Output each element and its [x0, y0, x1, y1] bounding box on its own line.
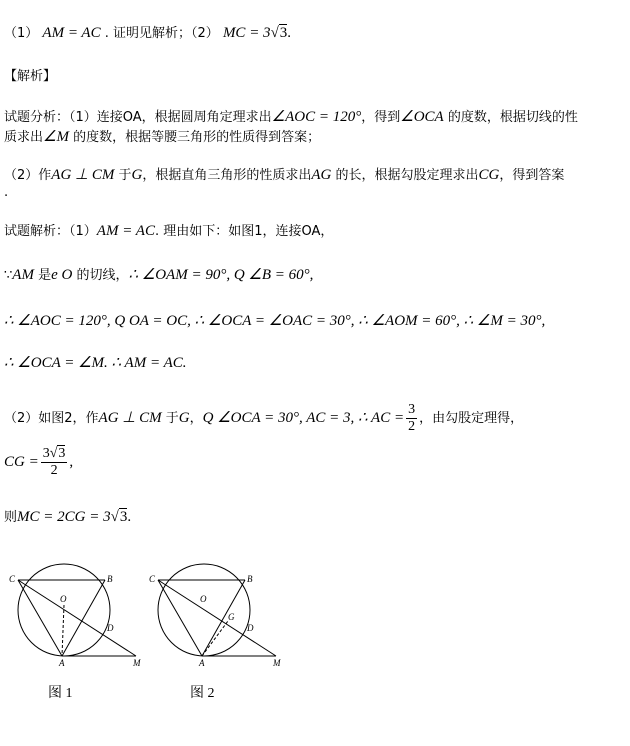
analysis-l3-c: ，根据直角三角形的性质求出 [142, 168, 312, 183]
solution-l5-fraction [406, 402, 417, 435]
solution-l1-math: AM = AC [96, 223, 155, 239]
solution-line-1 [4, 222, 333, 241]
solution-l5-b: 于 [161, 411, 179, 426]
fig2-label-c: C [149, 574, 156, 584]
solution-l7-a: 则 [4, 510, 18, 525]
solution-l5-d: ，由勾股定理得， [419, 411, 524, 426]
fig1-label-m: M [133, 658, 141, 668]
solution-l2-math2: e O [51, 267, 73, 283]
fig1-label-a: A [59, 658, 65, 668]
analysis-line-4: . [4, 185, 9, 200]
fig2-segment-cm [158, 580, 276, 656]
solution-l7-tail: . [127, 509, 132, 525]
solution-line-4 [4, 354, 186, 373]
analysis-line-2 [4, 128, 320, 147]
answer-mc-radicand: 3 [279, 25, 288, 41]
solution-line-5 [4, 402, 523, 435]
answer-part1-label: （1） [4, 26, 39, 41]
solution-l2-a: ∵ [4, 268, 13, 283]
fig2-label-b: B [247, 574, 253, 584]
figure-2 [144, 560, 284, 670]
solution-l7-radicand: 3 [119, 509, 128, 525]
solution-l7-math: MC = 2CG = 3 [17, 509, 111, 525]
answer-line: （1） AM = AC . 证明见解析；（2） MC = 3√3. [4, 25, 292, 41]
fig2-label-a: A [199, 658, 205, 668]
answer-mc-tail: . [287, 25, 292, 41]
fig2-label-m: M [273, 658, 281, 668]
analysis-l1-b: ，得到 [361, 110, 401, 125]
solution-l2-c: 的切线， [72, 268, 129, 283]
answer-prove-note: . 证明见解析；（2） [104, 26, 219, 41]
analysis-l1-math: ∠AOC = 120° [271, 109, 362, 125]
solution-l2-math3: ∴ ∠OAM = 90°, Q ∠B = 60°, [128, 267, 314, 283]
fig2-segment-ag [202, 621, 228, 656]
analysis-l3-e: ，得到答案 [499, 168, 565, 183]
solution-l5-a: （2）如图2，作 [4, 411, 99, 426]
solution-line-6 [4, 446, 73, 479]
solution-line-7: 则MC = 2CG = 3√3. [4, 509, 132, 525]
analysis-l3-math3: AG [311, 167, 332, 183]
solution-l4-math: ∴ ∠OCA = ∠M. ∴ AM = AC. [4, 355, 187, 371]
solution-l3-math: ∴ ∠AOC = 120°, Q OA = OC, ∴ ∠OCA = ∠OAC = 30°, ∴ ∠AOM = 60°, ∴ ∠M = 30°, [4, 313, 546, 329]
fig1-segment-ca [18, 580, 62, 656]
solution-l5-math3: Q ∠OCA = 30°, AC = 3, ∴ AC = [202, 410, 405, 426]
fig2-label-g: G [228, 612, 235, 622]
analysis-l1-a: 试题分析：（1）连接OA，根据圆周角定理求出 [4, 110, 272, 125]
fig2-label-d: D [247, 623, 254, 633]
analysis-l2-a: 质求出 [4, 130, 44, 145]
fig2-segment-ba [202, 580, 245, 656]
analysis-l2-math: ∠M [43, 129, 69, 145]
analysis-l3-math4: CG [478, 167, 500, 183]
figure-1-caption: 图 1 [48, 686, 73, 701]
solution-line-3 [4, 312, 545, 331]
fig1-label-b: B [107, 574, 113, 584]
fig1-segment-oa [62, 605, 64, 656]
analysis-l3-d: 的长，根据勾股定理求出 [331, 168, 479, 183]
analysis-l3-math1: AG ⊥ CM [51, 167, 115, 183]
solution-l5-c: ， [189, 411, 203, 426]
solution-l6-frac-den: 2 [50, 463, 58, 478]
fig1-label-c: C [9, 574, 16, 584]
fig2-segment-ca [158, 580, 202, 656]
analysis-l1-c: 的度数，根据切线的性 [443, 110, 578, 125]
analysis-line-3 [4, 166, 564, 185]
solution-l5-math1: AG ⊥ CM [98, 410, 162, 426]
analysis-l3-b: 于 [114, 168, 132, 183]
solution-l2-b: 是 [33, 268, 52, 283]
solution-l5-math2: G [178, 410, 190, 426]
analysis-l2-b: 的度数，根据等腰三角形的性质得到答案； [68, 130, 321, 145]
fig1-label-d: D [107, 623, 114, 633]
figure-2-caption: 图 2 [190, 686, 215, 701]
fig1-segment-cm [18, 580, 136, 656]
analysis-l1-math2: ∠OCA [400, 109, 444, 125]
figure-1 [4, 560, 144, 670]
answer-mc-eq: MC = 3 [222, 25, 271, 41]
fig1-label-o: O [60, 594, 67, 604]
fig2-label-o: O [200, 594, 207, 604]
solution-l6-tail: , [69, 454, 74, 470]
solution-l5-frac-num: 3 [408, 402, 416, 417]
fig1-segment-ba [62, 580, 105, 656]
answer-am-ac: AM = AC [42, 25, 101, 41]
section-title: 【解析】 [4, 69, 57, 84]
solution-l1-b: . 理由如下：如图1，连接OA， [154, 224, 334, 239]
analysis-l3-math2: G [131, 167, 143, 183]
solution-l6-frac-num-coef: 3 [42, 446, 50, 461]
analysis-l3-a: （2）作 [4, 168, 52, 183]
solution-l1-a: 试题解析：（1） [4, 224, 97, 239]
solution-l6-frac-num-radicand: 3 [58, 446, 66, 461]
solution-l2-math1: AM [12, 267, 34, 283]
solution-l5-frac-den: 2 [408, 419, 416, 434]
solution-l6-fraction [41, 446, 68, 479]
solution-l6-math: CG = [4, 454, 39, 470]
solution-l6-frac-num: 3√3 [42, 446, 66, 461]
solution-line-2 [4, 266, 313, 285]
analysis-line-1 [4, 108, 578, 127]
